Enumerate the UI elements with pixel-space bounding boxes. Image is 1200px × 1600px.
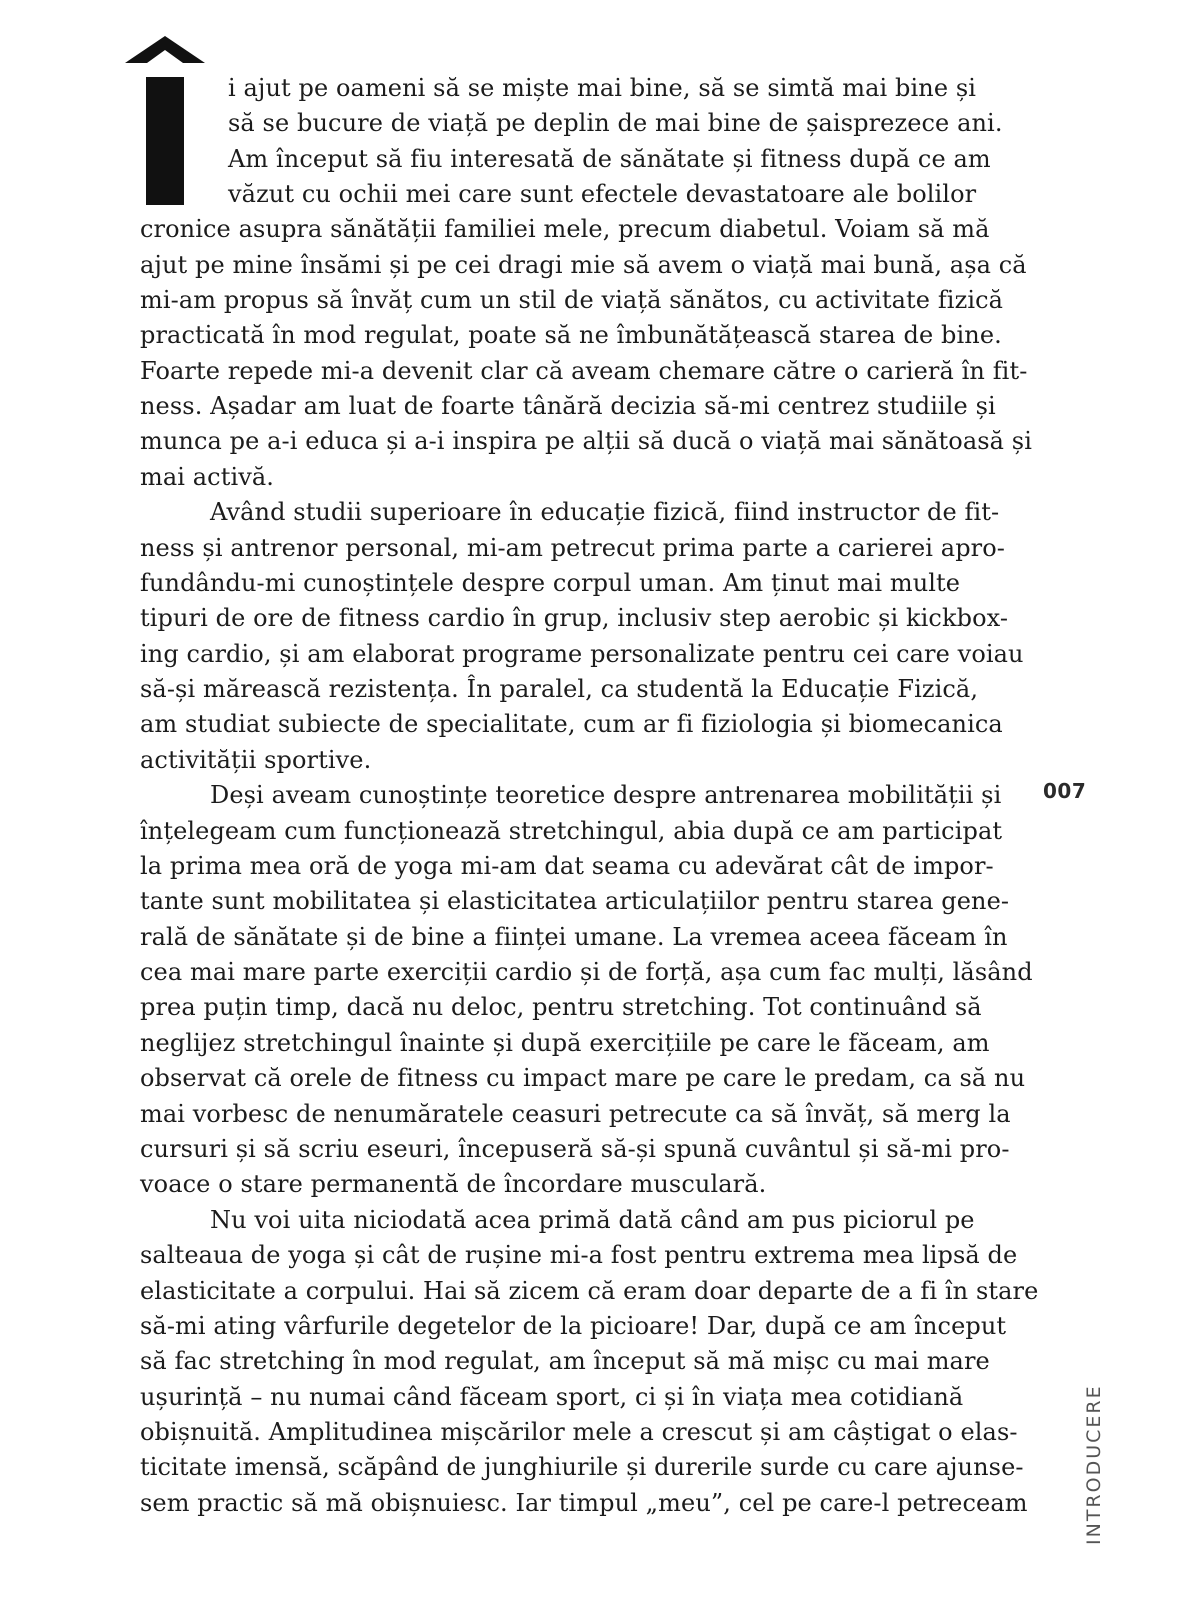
text-line: ajut pe mine însămi și pe cei dragi mie să avem o viață mai bună, așa că — [140, 251, 1027, 279]
drop-cap-circumflex-cutout — [147, 50, 183, 63]
text-line: practicată în mod regulat, poate să ne îmbunătățească starea de bine. — [140, 321, 1002, 349]
text-line: obișnuită. Amplitudinea mișcărilor mele a crescut și am câștigat o elas- — [140, 1418, 1018, 1446]
text-line: observat că orele de fitness cu impact mare pe care le predam, ca să nu — [140, 1064, 1026, 1092]
text-line: să fac stretching în mod regulat, am început să mă mișc cu mai mare — [140, 1347, 990, 1375]
text-line: prea puțin timp, dacă nu deloc, pentru stretching. Tot continuând să — [140, 993, 982, 1021]
text-line: Deși aveam cunoștințe teoretice despre antrenarea mobilității și — [210, 781, 1002, 809]
text-line: ness. Așadar am luat de foarte tânără decizia să-mi centrez studiile și — [140, 392, 996, 420]
drop-cap — [125, 36, 205, 206]
text-line: tipuri de ore de fitness cardio în grup, inclusiv step aerobic și kickbox- — [140, 604, 1009, 632]
text-line: tante sunt mobilitatea și elasticitatea articulațiilor pentru starea gene- — [140, 887, 1010, 915]
page-number: 007 — [1043, 779, 1087, 803]
drop-cap-stem — [146, 77, 184, 205]
text-line: rală de sănătate și de bine a ființei umane. La vremea aceea făceam în — [140, 923, 1008, 951]
running-section-label: INTRODUCERE — [1083, 1384, 1105, 1545]
text-line: înțelegeam cum funcționează stretchingul, abia după ce am participat — [140, 817, 1003, 845]
text-line: munca pe a-i educa și a-i inspira pe alții să ducă o viață mai sănătoasă și — [140, 427, 1032, 455]
text-line: neglijez stretchingul înainte și după exercițiile pe care le făceam, am — [140, 1029, 990, 1057]
text-line: ness și antrenor personal, mi-am petrecut prima parte a carierei apro- — [140, 534, 1005, 562]
text-line: activității sportive. — [140, 746, 372, 774]
text-line: văzut cu ochii mei care sunt efectele devastatoare ale bolilor — [228, 180, 977, 208]
text-line: cursuri și să scriu eseuri, începuseră să-și spună cuvântul și să-mi pro- — [140, 1135, 1010, 1163]
text-line: să-mi ating vârfurile degetelor de la picioare! Dar, după ce am început — [140, 1312, 1007, 1340]
text-line: fundându-mi cunoștințele despre corpul uman. Am ținut mai multe — [140, 569, 961, 597]
text-line: ușurință – nu numai când făceam sport, ci și în viața mea cotidiană — [140, 1383, 964, 1411]
text-line: mi-am propus să învăț cum un stil de viață sănătos, cu activitate fizică — [140, 286, 1004, 314]
text-line: mai vorbesc de nenumăratele ceasuri petrecute ca să învăț, să merg la — [140, 1100, 1011, 1128]
text-line: Foarte repede mi-a devenit clar că aveam chemare către o carieră în fit- — [140, 357, 1028, 385]
text-line: să se bucure de viață pe deplin de mai bine de șaisprezece ani. — [228, 109, 1003, 137]
text-line: salteaua de yoga și cât de rușine mi-a fost pentru extrema mea lipsă de — [140, 1241, 1018, 1269]
drop-cap-letter — [125, 36, 126, 37]
text-line: sem practic să mă obișnuiesc. Iar timpul „meu”, cel pe care-l petreceam — [140, 1489, 1028, 1517]
text-line: cea mai mare parte exerciții cardio și de forță, așa cum fac mulți, lăsând — [140, 958, 1033, 986]
text-line: ing cardio, și am elaborat programe personalizate pentru cei care voiau — [140, 640, 1024, 668]
text-line: Având studii superioare în educație fizică, fiind instructor de fit- — [210, 498, 1000, 526]
text-line: Nu voi uita niciodată acea primă dată când am pus piciorul pe — [210, 1206, 975, 1234]
text-line: ticitate imensă, scăpând de junghiurile și durerile surde cu care ajunse- — [140, 1453, 1024, 1481]
text-line: voace o stare permanentă de încordare musculară. — [140, 1170, 767, 1198]
text-line: elasticitate a corpului. Hai să zicem că eram doar departe de a fi în stare — [140, 1277, 1039, 1305]
text-line: am studiat subiecte de specialitate, cum ar fi fiziologia și biomecanica — [140, 710, 1003, 738]
text-line: i ajut pe oameni să se miște mai bine, să se simtă mai bine și — [228, 74, 977, 102]
text-line: mai activă. — [140, 463, 275, 491]
text-line: Am început să fiu interesată de sănătate și fitness după ce am — [228, 145, 991, 173]
text-line: cronice asupra sănătății familiei mele, precum diabetul. Voiam să mă — [140, 215, 990, 243]
text-line: la prima mea oră de yoga mi-am dat seama cu adevărat cât de impor- — [140, 852, 994, 880]
text-line: să-și mărească rezistența. În paralel, ca studentă la Educație Fizică, — [140, 675, 979, 703]
